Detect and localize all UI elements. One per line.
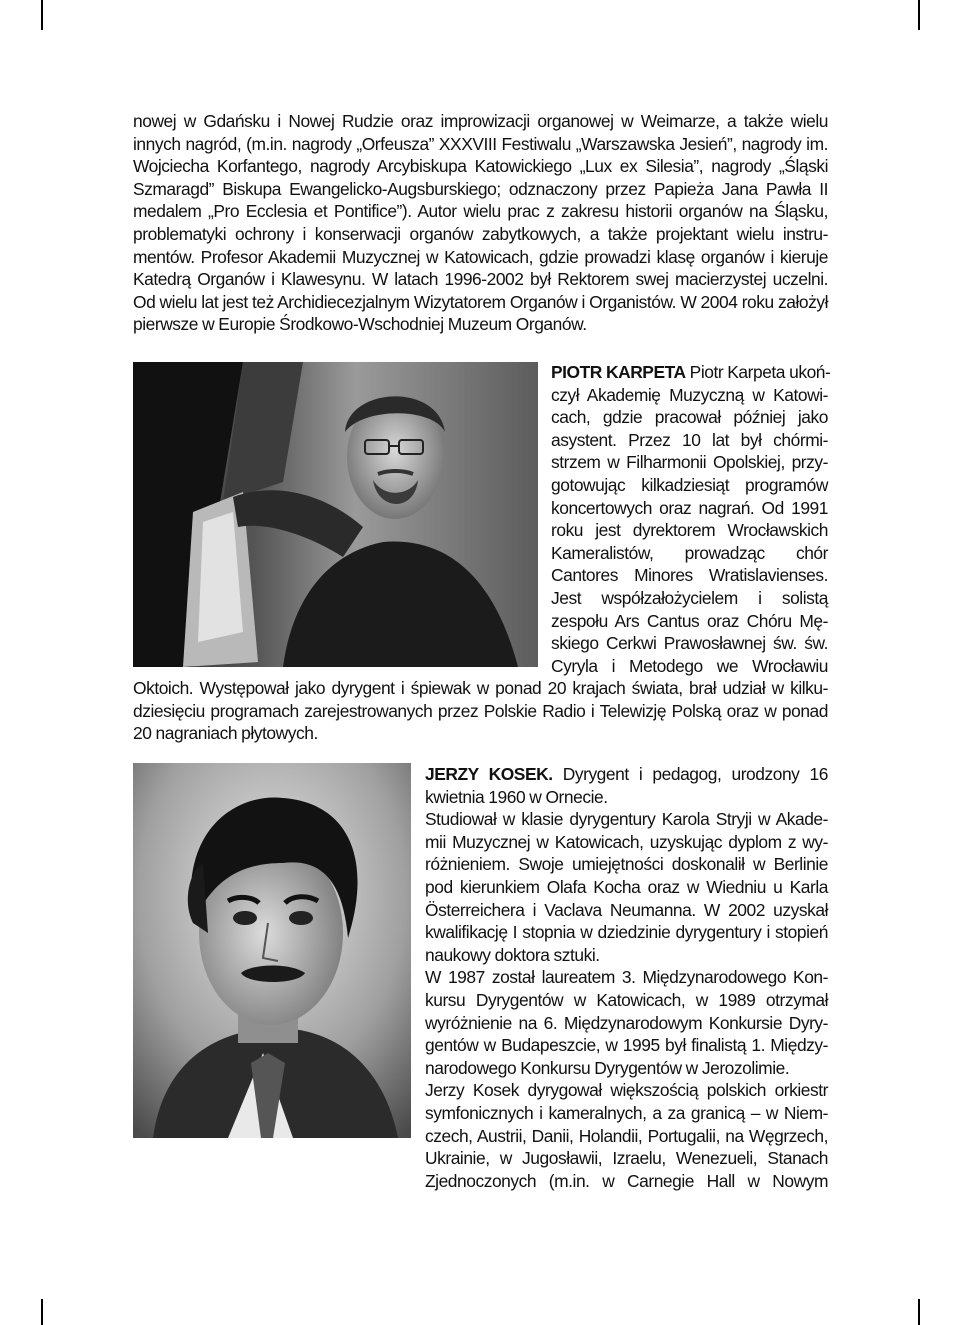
karpeta-first-line: PIOTR KARPETA Piotr Karpeta ukoń- <box>551 362 831 382</box>
karpeta-line: koncertowych oraz nagrań. Od 1991 <box>551 497 828 518</box>
kosek-name: JERZY KOSEK. <box>425 764 553 784</box>
karpeta-line: gotowując kilkadziesiąt programów <box>551 474 828 495</box>
karpeta-line: Cantores Minores Wratislavienses. <box>551 565 828 586</box>
karpeta-line: zespołu Ars Cantus oraz Chóru Mę- <box>551 610 828 631</box>
intro-line: Od wielu lat jest też Archidiecezjalnym Wizytatorem Organów i Organistów. W 2004 roku założył <box>133 291 828 312</box>
intro-paragraph <box>133 110 828 336</box>
intro-line: Wojciecha Korfantego, nagrody Arcybiskupa Katowickiego „Lux ex Silesia”, nagrody „Śląski <box>133 156 828 177</box>
crop-mark-right <box>918 0 920 30</box>
karpeta-line: strzem w Filharmonii Opolskiej, przy- <box>551 452 828 473</box>
kosek-line: kwalifikację I stopnia w dziedzinie dyrygentury i stopień <box>425 922 828 943</box>
karpeta-photo <box>133 362 538 667</box>
kosek-line: czech, Austrii, Danii, Holandii, Portugalii, na Węgrzech, <box>425 1125 828 1146</box>
kosek-line: Österreichera i Vaclava Neumanna. W 2002 uzyskał <box>425 899 828 920</box>
karpeta-line: Kameralistów, prowadząc chór <box>551 542 828 563</box>
kosek-line: naukowy doktora sztuki. <box>425 944 600 965</box>
kosek-photo <box>133 763 411 1138</box>
intro-line: mentów. Profesor Akademii Muzycznej w Katowicach, gdzie prowadzi klasę organów i kieruje <box>133 246 828 267</box>
karpeta-line: Jest współzałożycielem i solistą <box>551 587 828 608</box>
karpeta-line: czył Akademię Muzyczną w Katowi- <box>551 384 828 405</box>
karpeta-line: roku jest dyrektorem Wrocławskich <box>551 520 828 541</box>
kosek-line: Ukrainie, w Jugosławii, Izraelu, Wenezueli, Stanach <box>425 1148 828 1169</box>
intro-line: nowej w Gdańsku i Nowej Rudzie oraz improwizacji organowej w Weimarze, a także wielu <box>133 111 828 131</box>
intro-line: medalem „Pro Ecclesia et Pontifice”). Autor wielu prac z zakresu historii organów na Śląsku, <box>133 201 828 222</box>
karpeta-side-text <box>551 361 831 677</box>
karpeta-line: skiego Cerkwi Prawosławnej św. św. <box>551 633 828 654</box>
kosek-line: pod kierunkiem Olafa Kocha oraz w Wiedniu u Karla <box>425 876 828 897</box>
kosek-line: mii Muzycznej w Katowicach, uzyskując dyplom z wy- <box>425 831 828 852</box>
kosek-line: kwietnia 1960 w Ornecie. <box>425 786 608 807</box>
intro-line: Katedrą Organów i Klawesynu. W latach 1996-2002 był Rektorem swej macierzystej uczelni. <box>133 269 828 290</box>
kosek-line: W 1987 został laureatem 3. Międzynarodowego Kon- <box>425 967 828 988</box>
intro-line: Szmaragd” Biskupa Ewangelicko-Augsburskiego; odznaczony przez Papieża Jana Pawła II <box>133 178 828 199</box>
crop-mark-bottom-right <box>918 1299 920 1325</box>
karpeta-name: PIOTR KARPETA <box>551 362 686 382</box>
kosek-line: Studiował w klasie dyrygentury Karola Stryji w Akade- <box>425 809 828 830</box>
kosek-line: wyróżnienie na 6. Międzynarodowym Konkursie Dyry- <box>425 1012 828 1033</box>
kosek-line: symfonicznych i kameralnych, a za granicą – w Niem- <box>425 1102 828 1123</box>
karpeta-full-line: dziesięciu programach zarejestrowanych przez Polskie Radio i Telewizję Polską oraz w ponad <box>133 700 828 721</box>
kosek-line: Jerzy Kosek dyrygował większością polskich orkiestr <box>425 1080 828 1101</box>
intro-line: innych nagród, (m.in. nagrody „Orfeusza” XXXVIII Festiwalu „Warszawska Jesień”, nagrody im. <box>133 133 828 154</box>
karpeta-full-text <box>133 677 828 745</box>
intro-line: pierwsze w Europie Środkowo-Wschodniej Muzeum Organów. <box>133 314 587 335</box>
crop-mark-left <box>41 0 43 30</box>
kosek-line: gentów w Budapeszcie, w 1995 był finalistą 1. Między- <box>425 1035 828 1056</box>
intro-line: problematyki ochrony i konserwacji organów zabytkowych, a także projektant wielu instru- <box>133 223 828 244</box>
kosek-line: różnieniem. Swoje umiejętności doskonalił w Berlinie <box>425 854 828 875</box>
crop-mark-bottom-left <box>41 1299 43 1325</box>
karpeta-line: asystent. Przez 10 lat był chórmi- <box>551 429 828 450</box>
kosek-line: kursu Dyrygentów w Katowicach, w 1989 otrzymał <box>425 989 828 1010</box>
kosek-line: narodowego Konkursu Dyrygentów w Jerozolimie. <box>425 1057 790 1078</box>
kosek-line: Zjednoczonych (m.in. w Carnegie Hall w Nowym <box>425 1170 828 1191</box>
karpeta-line: cach, gdzie pracował później jako <box>551 407 828 428</box>
karpeta-full-line: 20 nagraniach płytowych. <box>133 723 318 744</box>
kosek-text <box>425 763 828 1192</box>
karpeta-line: Cyryla i Metodego we Wrocławiu <box>551 655 828 676</box>
karpeta-full-line: Oktoich. Występował jako dyrygent i śpiewak w ponad 20 krajach świata, brał udział w kilku- <box>133 678 828 698</box>
kosek-first-line: JERZY KOSEK. Dyrygent i pedagog, urodzony 16 <box>425 764 828 784</box>
